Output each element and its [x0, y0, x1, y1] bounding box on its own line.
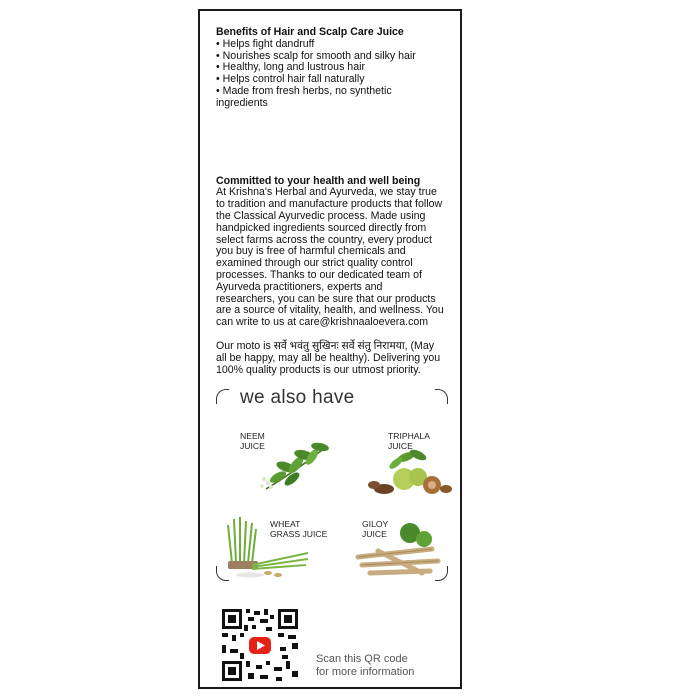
wheat-grass-juice-label: WHEAT GRASS JUICE [270, 519, 328, 539]
triphala-juice-label: TRIPHALA JUICE [388, 431, 431, 451]
neem-leaves-icon [256, 441, 336, 493]
also-have-title: we also have [240, 387, 355, 408]
benefit-item: • Made from fresh herbs, no synthetic ingredients [216, 86, 444, 110]
benefit-item: • Helps fight dandruff [216, 39, 444, 51]
product-info-panel [198, 9, 462, 689]
also-have-section [216, 385, 448, 581]
qr-caption: Scan this QR code for more information [316, 653, 415, 678]
triphala-fruits-icon [366, 447, 452, 497]
benefits-heading: Benefits of Hair and Scalp Care Juice [216, 26, 404, 38]
corner-bracket [216, 389, 229, 404]
giloy-stems-icon [352, 521, 444, 581]
commitment-heading: Committed to your health and well being [216, 174, 421, 187]
neem-juice-label: NEEM JUICE [240, 431, 265, 451]
corner-bracket [435, 389, 448, 404]
giloy-juice-label: GILOY JUICE [362, 519, 389, 539]
benefits-list [216, 39, 444, 110]
moto-text: Our moto is सर्वे भवंतु सुखिनः सर्वे संतु निरामया, (May all be happy, may all be healthy). Delivering you 100% quality products is our utmost priority. [216, 339, 441, 376]
qr-code-icon[interactable] [220, 607, 300, 683]
commitment-body: At Krishna's Herbal and Ayurveda, we stay true to tradition and manufacture products that follow the Classical Ayurvedic process. Made using handpicked ingredients sourced directly from select farms across the country, every product you buy is free of harmful chemicals and examined through our strict quality control processes. Thanks to our dedicated team of Ayurveda practitioners, experts and researchers, you can be sure that our products are a source of vitality, health, and wellness. You can write to us at care@krishnaaloevera.com [216, 186, 444, 329]
wheat-grass-icon [222, 513, 312, 579]
benefit-item: • Helps control hair fall naturally [216, 74, 444, 86]
benefit-item: • Healthy, long and lustrous hair [216, 62, 444, 74]
benefit-item: • Nourishes scalp for smooth and silky hair [216, 51, 444, 63]
text-content [216, 27, 444, 376]
